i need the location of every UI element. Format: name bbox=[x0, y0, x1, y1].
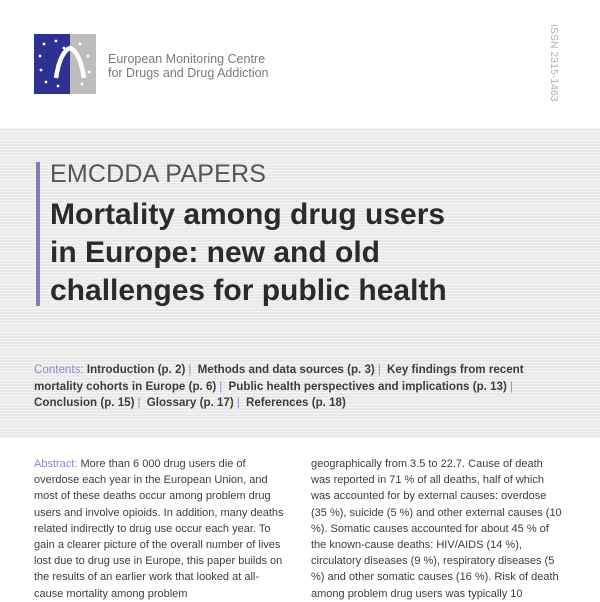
organization-name bbox=[108, 52, 269, 80]
contents-item-methods[interactable]: Methods and data sources (p. 3) bbox=[197, 363, 375, 376]
title-line-3: challenges for public health bbox=[50, 274, 447, 307]
contents-item-references[interactable]: References (p. 18) bbox=[245, 396, 346, 409]
contents-item-conclusion[interactable]: Conclusion (p. 15) bbox=[34, 396, 135, 409]
page-header bbox=[0, 0, 600, 128]
abstract-column-left bbox=[34, 456, 286, 602]
title-line-1: Mortality among drug users bbox=[50, 198, 446, 231]
series-label: EMCDDA PAPERS bbox=[50, 160, 267, 188]
title-line-2: in Europe: new and old bbox=[50, 236, 380, 269]
contents-item-key-findings[interactable]: Key findings from recent mortality cohorts in Europe (p. 6) bbox=[34, 363, 524, 393]
contents-item-glossary[interactable]: Glossary (p. 17) bbox=[146, 396, 234, 409]
emcdda-logo bbox=[34, 34, 96, 94]
contents-label: Contents: bbox=[34, 363, 84, 376]
organization-line-1: European Monitoring Centre bbox=[108, 52, 266, 66]
organization-line-2: for Drugs and Drug Addiction bbox=[108, 66, 269, 80]
contents-item-public-health[interactable]: Public health perspectives and implications (p. 13) bbox=[228, 379, 507, 393]
title-accent-rule bbox=[36, 162, 40, 306]
abstract-column-right: geographically from 3.5 to 22.7. Cause of death was reported in 71 % of all deaths, half of which was accounted for by external causes: overdose (35 %), suicide (5 %) and other external causes (10 %). Somatic causes accounted for about 45 % of the known-cause deaths: HIV/AIDS (14 %), circulatory diseases (9 %), respiratory diseases (5 %) and other somatic causes (16 %). Risk of death among problem drug users was typically 10 bbox=[311, 458, 562, 600]
issn-number: ISSN 2315-1463 bbox=[548, 24, 560, 102]
page-title bbox=[50, 196, 570, 310]
table-of-contents: Contents: Introduction (p. 2) | Methods and data sources (p. 3) | Key findings from recent mortality cohorts in Europe (p. 6) | Public health perspectives and implications (p. 13) | Conclusion (p. 15) | Glossary (p. 17) | References (p. 18) bbox=[34, 363, 524, 409]
contents-item-introduction[interactable]: Introduction (p. 2) bbox=[86, 363, 186, 376]
abstract-label: Abstract: bbox=[34, 458, 78, 470]
abstract-text-left: More than 6 000 drug users die of overdose each year in the European Union, and most of these deaths occur among problem drug users and involve opioids. In addition, many deaths related indirectly to drug use occur each year. To gain a clearer picture of the overall number of lives lost due to drug use in Europe, this paper builds on the results of an earlier work that looked at all-cause mortality among problem bbox=[34, 458, 284, 600]
